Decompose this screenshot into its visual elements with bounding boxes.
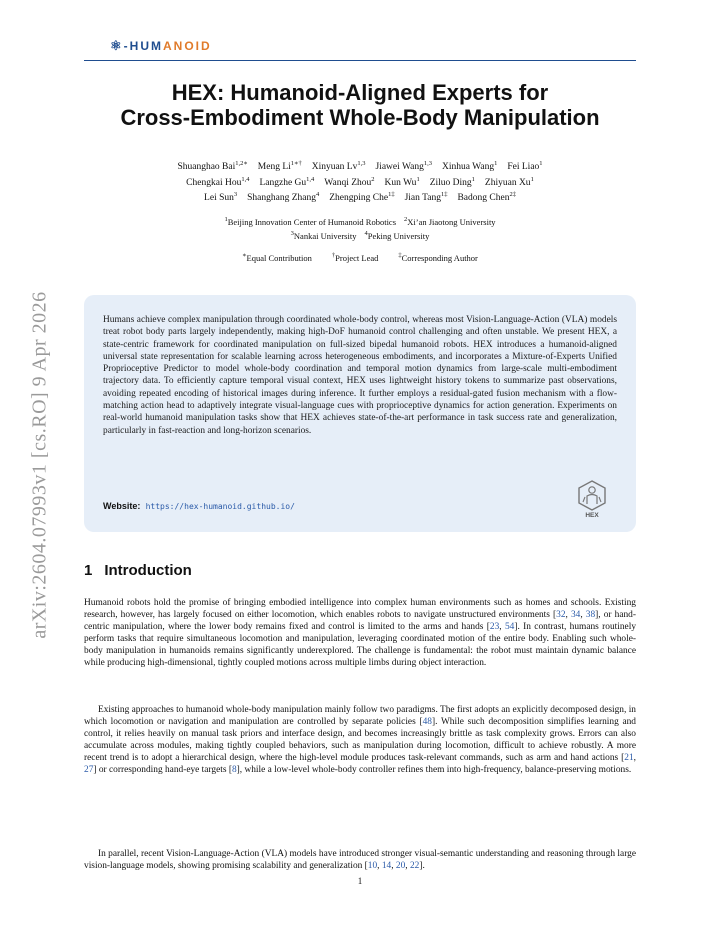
author-name: Kun Wu$^1$ (384, 175, 420, 188)
section-heading-introduction: 1 Introduction (84, 562, 192, 579)
citation-link[interactable]: 23 (489, 622, 500, 633)
author-line (84, 174, 636, 190)
author-affiliation-marker: 1,3 (357, 160, 366, 167)
contribution-note: ∗Equal Contribution (242, 252, 312, 263)
citation-link[interactable]: 34 (570, 610, 581, 621)
citation-link[interactable]: 21 (624, 753, 634, 764)
header-divider (84, 60, 636, 61)
author-affiliation-marker: 1 (530, 175, 534, 183)
citation-link[interactable]: 8 (231, 765, 237, 776)
citation-link[interactable]: 10 (367, 861, 378, 872)
author-name: Xinhua Wang$^1$ (442, 160, 498, 173)
author-line (84, 158, 636, 174)
affiliation: $^4$Peking University (364, 229, 430, 241)
author-affiliation-marker: 1 (539, 160, 543, 167)
note-marker: ∗ (242, 252, 247, 259)
author-name: Ziluo Ding$^1$ (429, 175, 475, 188)
intro-paragraph-3: In parallel, recent Vision-Language-Action (VLA) models have introduced stronger visual-semantic understanding and reasoning through large vision-language models, showing promising scalability and generalization [10, 14, 20, 22]. (84, 849, 636, 872)
citation-link[interactable]: 32 (556, 610, 566, 621)
author-affiliation-marker: 1,4 (306, 175, 315, 183)
contribution-note: †Project Lead (331, 252, 379, 263)
citation-link[interactable]: 22 (409, 861, 420, 872)
affiliation-line (84, 228, 636, 242)
author-name: Meng $Li^{1∗\dagger}$ (257, 160, 302, 173)
author-affiliation-marker: 1,4 (241, 175, 250, 183)
contribution-notes (84, 251, 636, 263)
affiliation: $^3$Nankai University (290, 229, 357, 241)
website-line (103, 501, 295, 511)
author-name: Jian Tang$^{1\ddagger}$ (404, 191, 448, 204)
author-name: Wanqi Zhou$^2$ (324, 175, 375, 188)
author-name: Chengkai Hou$^{1,4}$ (186, 175, 250, 188)
affiliation-marker: 4 (364, 229, 368, 237)
affiliation-marker: 1 (224, 216, 228, 223)
citation-link[interactable]: 27 (84, 765, 94, 776)
author-line (84, 189, 636, 205)
author-name: Lei Sun$^3$ (204, 191, 238, 204)
abstract-panel (84, 295, 636, 532)
author-affiliation-marker: 2 (371, 175, 375, 183)
citation-link[interactable]: 20 (395, 861, 406, 872)
hex-robot-icon (574, 479, 610, 513)
website-label: Website: (103, 501, 141, 511)
author-affiliation-marker: 1,2∗ (235, 160, 248, 167)
author-name: Xinyuan Lv$^{1,3}$ (311, 160, 366, 173)
hex-logo (574, 479, 610, 523)
author-list (84, 158, 636, 205)
author-affiliation-marker: 4 (316, 191, 320, 199)
note-marker: † (331, 252, 336, 259)
author-name: Fei Liao$^1$ (507, 160, 543, 173)
arxiv-identifier-stamp: arXiv:2604.07993v1 [cs.RO] 9 Apr 2026 (28, 291, 51, 639)
page-number: 1 (357, 876, 363, 886)
humanoid-logo-icon: ⚛ (110, 38, 124, 53)
abstract-text: Humans achieve complex manipulation through coordinated whole-body control, whereas most Vision-Language-Action (VLA) models treat robot body parts largely independently, making high-DoF humanoid control challenging and often unstable. We present HEX, a state-centric framework for coordinated manipulation on full-sized bipedal humanoid robots. HEX introduces a humanoid-aligned universal state representation for scalable learning across heterogeneous embodiments, and incorporates a Mixture-of-Experts Unified Proprioceptive Predictor to model whole-body coordination and temporal motion dynamics from large-scale multi-embodiment trajectory data. To efficiently capture temporal visual context, HEX uses lightweight history tokens to summarize past observations, avoiding repeated encoding of historical images during inference. It further employs a residual-gated fusion mechanism with a flow-matching action head to adaptively integrate visual-language cues with proprioceptive dynamics for action generation. Experiments on real-world humanoid manipulation tasks show that HEX achieves state-of-the-art performance in task success rate and generalization, particularly in fast-reaction and long-horizon scenarios. (103, 315, 617, 436)
affiliation-list (84, 214, 636, 242)
website-link[interactable]: https://hex-humanoid.github.io/ (145, 502, 295, 511)
author-affiliation-marker: 1 (416, 175, 420, 183)
humanoid-logo: ⚛-HUMANOID (110, 38, 212, 53)
citation-link[interactable]: 54 (504, 622, 515, 633)
author-name: Zhengping Che$^{1\ddagger}$ (329, 191, 395, 204)
author-name: Shuanghao Bai$^{1,2∗}$ (177, 160, 248, 173)
affiliation-marker: 3 (290, 229, 294, 237)
author-affiliation-marker: 1‡ (388, 191, 395, 199)
author-name: Shanghang Zhang$^4$ (247, 191, 320, 204)
hex-logo-label: HEX (585, 512, 599, 519)
author-affiliation-marker: 1‡ (440, 191, 448, 199)
author-affiliation-marker: 3 (233, 191, 238, 199)
citation-link[interactable]: 14 (381, 861, 392, 872)
intro-paragraph-1: Humanoid robots hold the promise of bringing embodied intelligence into complex human environments such as homes and schools. Existing research, however, has largely focused on either locomotion, which enables robots to navigate unstructured environments [32, 34, 38], or hand-centric manipulation, where the lower body remains fixed and control is limited to the arms and hands [23, 54]. In contrast, humans routinely perform tasks that require simultaneous locomotion and manipulation, leveraging coordinated motion of the entire body. Enabling such whole-body manipulation in humanoids remains significantly underexplored. The challenge is fundamental: the robot must maintain dynamic balance while producing high-dimensional, tightly coupled motions across multiple limbs during object interaction. (84, 598, 637, 669)
author-name: Langzhe Gu$^{1,4}$ (259, 175, 315, 188)
note-marker: ‡ (398, 252, 402, 259)
author-name: Jiawei Wang$^{1,3}$ (375, 160, 433, 173)
author-affiliation-marker: 1 (494, 160, 498, 167)
affiliation-line (84, 214, 636, 228)
author-name: Zhiyuan Xu$^1$ (484, 175, 534, 188)
author-name: Badong Chen$^{2\ddagger}$ (457, 191, 516, 204)
intro-paragraph-2: Existing approaches to humanoid whole-body manipulation mainly follow two paradigms. The first adopts an explicitly decomposed design, in which locomotion or navigation and manipulation are controlled by separate policies [48]. While such decomposition simplifies learning and control, it relies heavily on manual task priors and interface design, and becomes increasingly brittle as task complexity grows. Errors can also accumulate across modules, making tightly coupled behaviors, such as manipulation during locomotion, difficult to achieve robustly. A more recent trend is to adopt a hierarchical design, where the high-level module produces task-relevant commands, such as arm and hand actions [21, 27] or corresponding hand-eye targets [8], while a low-level whole-body controller refines them into high-frequency, balance-preserving motions. (84, 705, 636, 776)
citation-link[interactable]: 38 (585, 610, 596, 621)
contribution-note: ‡Corresponding Author (398, 252, 478, 263)
author-affiliation-marker: 2‡ (509, 191, 516, 199)
author-affiliation-marker: 1 (471, 175, 475, 183)
affiliation: $^2$Xi’an Jiaotong University (404, 216, 496, 227)
affiliation: $^1$Beijing Innovation Center of Humanoid Robotics (224, 216, 397, 227)
author-affiliation-marker: 1,3 (423, 160, 433, 167)
affiliation-marker: 2 (404, 216, 408, 223)
author-affiliation-marker: 1∗† (290, 160, 302, 167)
paper-title: HEX: Humanoid-Aligned Experts for Cross-Embodiment Whole-Body Manipulation (120, 80, 600, 130)
citation-link[interactable]: 48 (422, 717, 432, 728)
